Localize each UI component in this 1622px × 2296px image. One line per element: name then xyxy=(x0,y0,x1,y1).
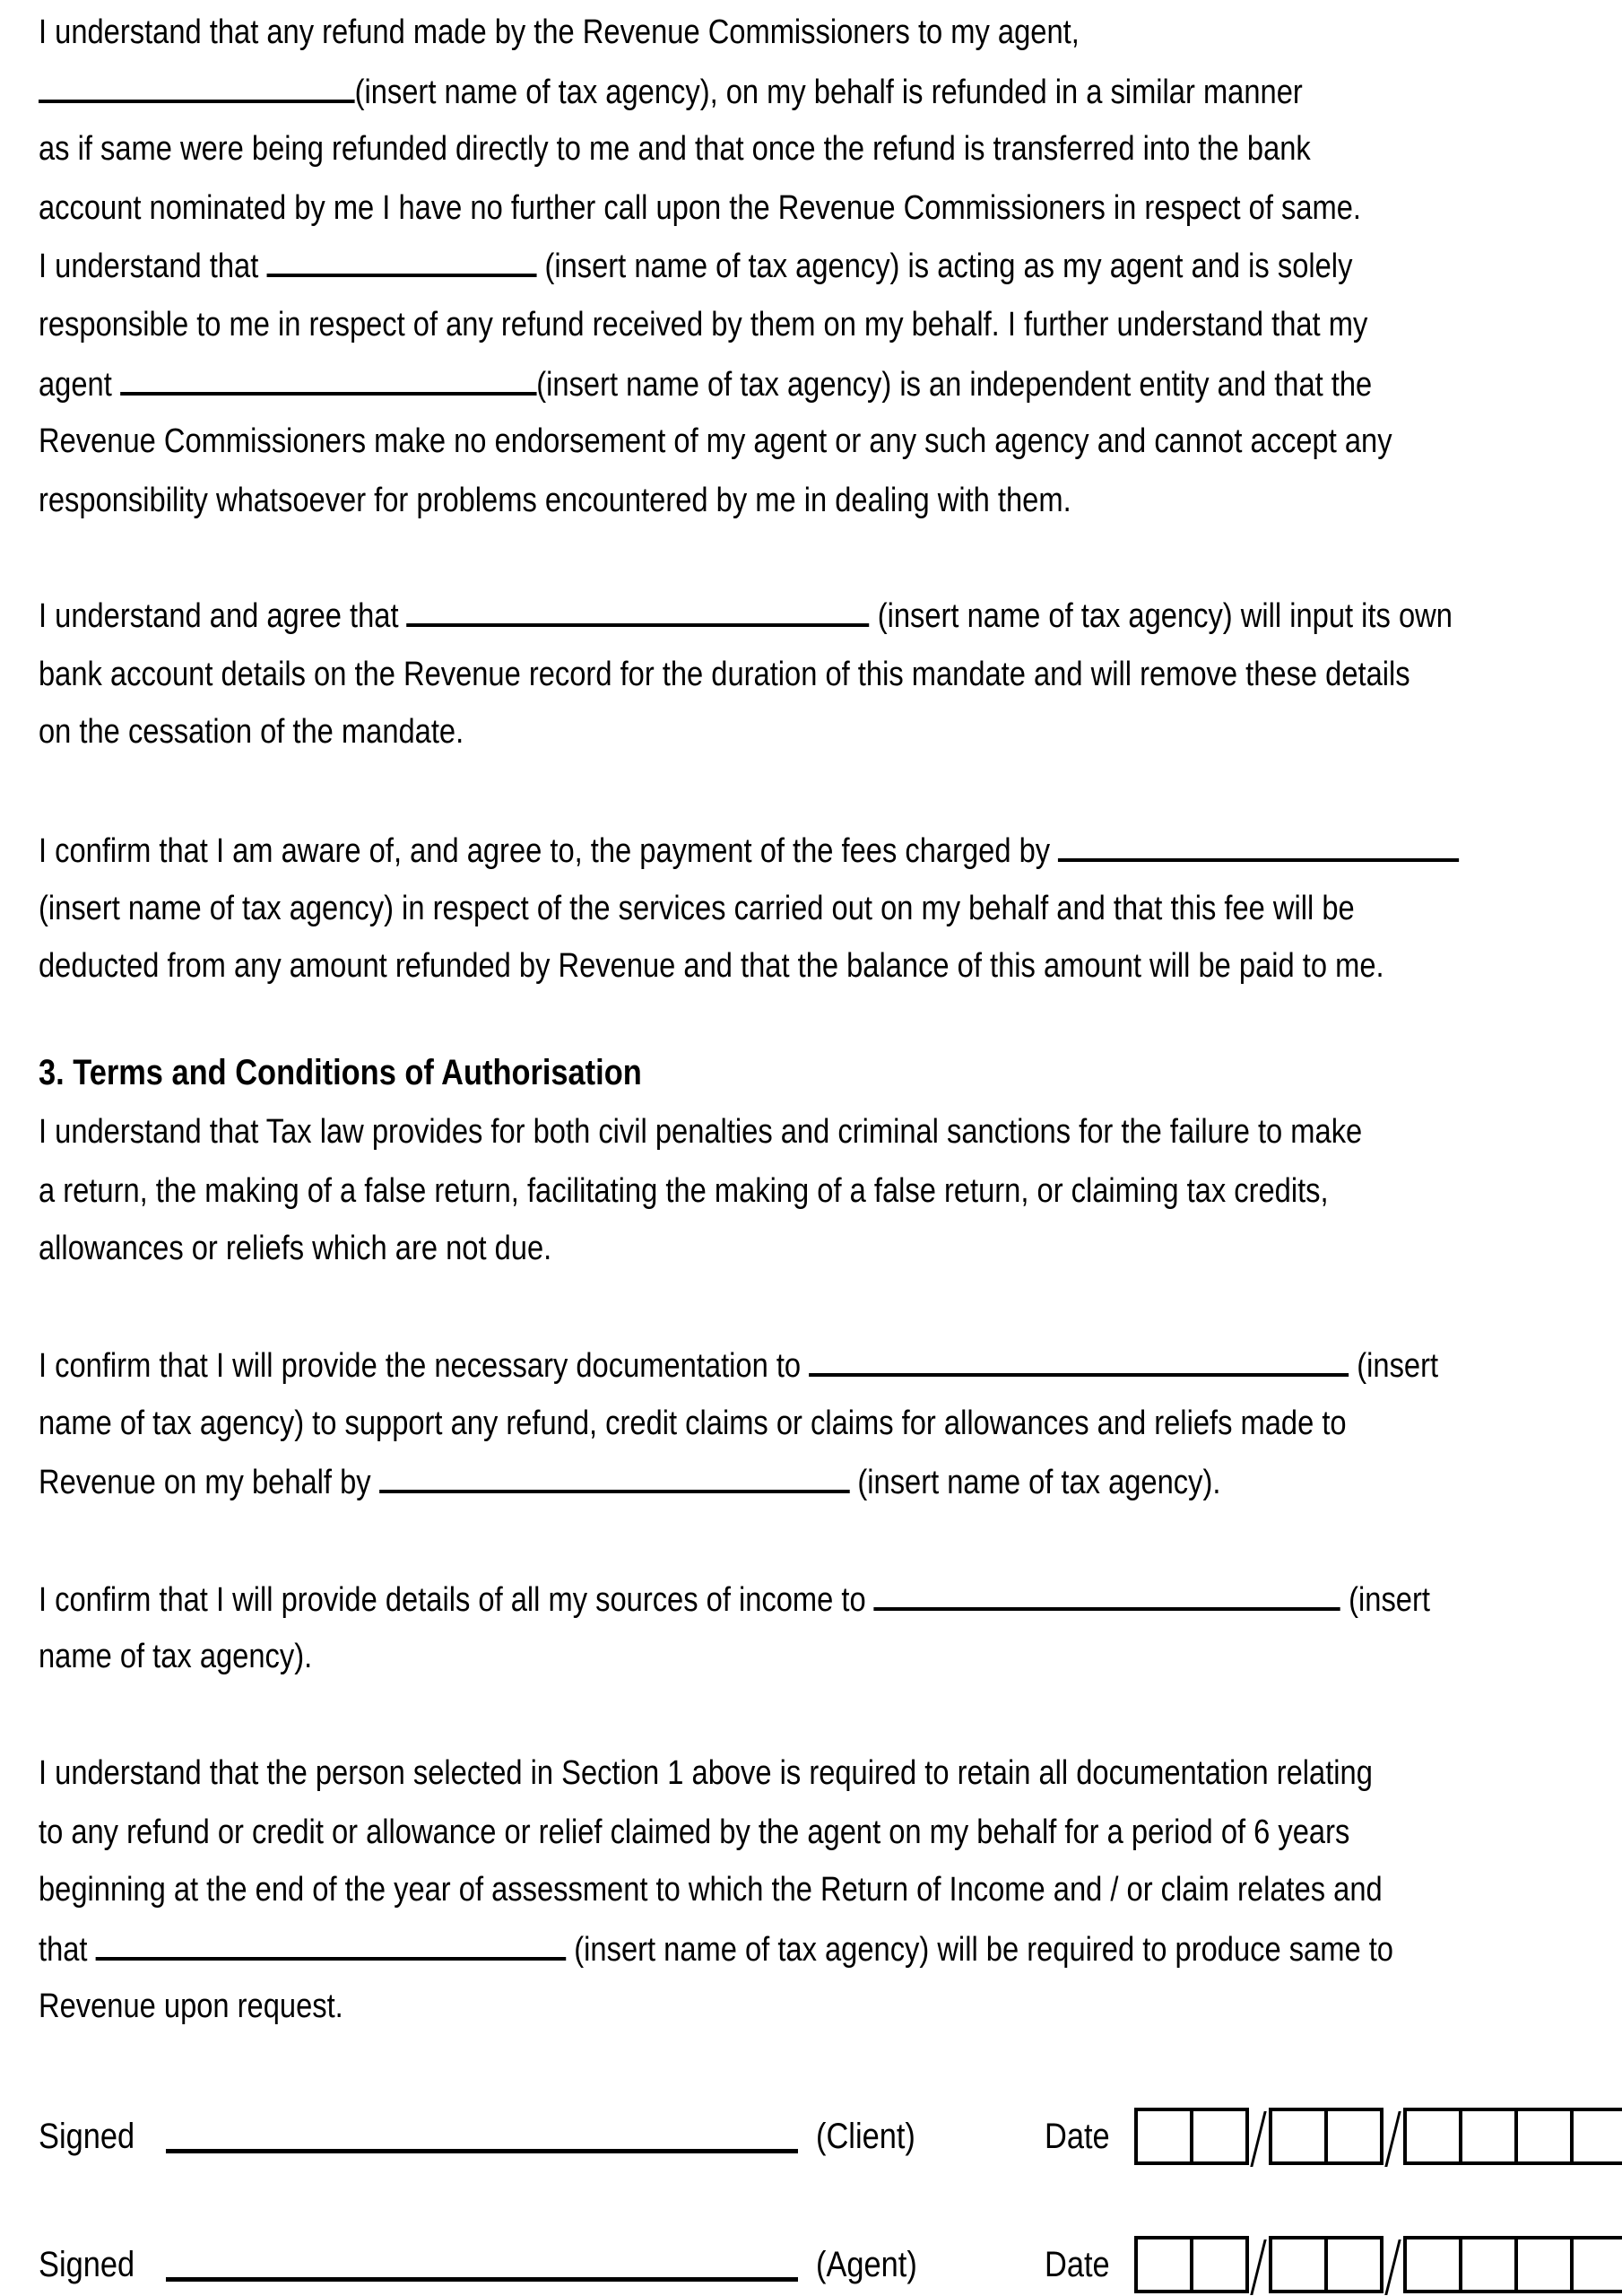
text: bank account details on the Revenue record for the duration of this mandate and will remove these details xyxy=(39,656,1410,693)
day-digit-2[interactable] xyxy=(1193,2108,1249,2165)
text: responsibility whatsoever for problems encountered by me in dealing with them. xyxy=(39,482,1071,519)
day-digit-1[interactable] xyxy=(1134,2108,1193,2165)
s3p2-line2 xyxy=(39,1401,1347,1446)
text: (insert xyxy=(1357,1347,1439,1385)
s3p2-line3 xyxy=(39,1459,1220,1504)
month-digit-2[interactable] xyxy=(1328,2108,1383,2165)
tax-agency-blank-7[interactable] xyxy=(379,1459,850,1493)
para1-line3 xyxy=(39,126,1311,171)
client-date-field[interactable] xyxy=(1134,2108,1622,2163)
tax-agency-blank-8[interactable] xyxy=(874,1577,1340,1611)
text: I understand that Tax law provides for both civil penalties and criminal sanctions for the failure to make xyxy=(39,1113,1363,1151)
text: that xyxy=(39,1931,88,1969)
text: beginning at the end of the year of assessment to which the Return of Income and / or claim relates and xyxy=(39,1871,1383,1909)
tax-agency-blank-4[interactable] xyxy=(407,593,870,627)
s3p4-line2 xyxy=(39,1810,1349,1855)
s3p3-line2 xyxy=(39,1634,312,1679)
para1-line9 xyxy=(39,478,1071,523)
text: 3. Terms and Conditions of Authorisation xyxy=(39,1053,642,1092)
text: a return, the making of a false return, facilitating the making of a false return, or claiming tax credits, xyxy=(39,1172,1329,1210)
text: name of tax agency) to support any refund, credit claims or claims for allowances and reliefs made to xyxy=(39,1405,1347,1442)
day-digit-2[interactable] xyxy=(1193,2236,1249,2293)
tax-agency-blank-9[interactable] xyxy=(96,1926,567,1961)
text: (insert name of tax agency) will input its own xyxy=(877,597,1453,635)
text: agent xyxy=(39,366,112,404)
date-slash xyxy=(1249,2236,1269,2292)
para1-line5 xyxy=(39,243,1352,288)
client-role-label: (Client) xyxy=(816,2117,915,2156)
text: I confirm that I am aware of, and agree to, the payment of the fees charged by xyxy=(39,832,1051,870)
para3-line3 xyxy=(39,944,1384,988)
text: I understand and agree that xyxy=(39,597,399,635)
text: name of tax agency). xyxy=(39,1638,313,1675)
para1-line6 xyxy=(39,302,1367,347)
para1-line2 xyxy=(39,69,1303,114)
s3p1-line1 xyxy=(39,1109,1362,1154)
tax-agency-blank-5[interactable] xyxy=(1058,828,1459,862)
month-digit-2[interactable] xyxy=(1328,2236,1383,2293)
s3p1-line2 xyxy=(39,1169,1329,1213)
client-signature-field[interactable] xyxy=(166,2149,798,2153)
s3p4-line1 xyxy=(39,1751,1373,1796)
year-digit-4[interactable] xyxy=(1574,2108,1622,2165)
year-digit-1[interactable] xyxy=(1403,2108,1462,2165)
text: (insert name of tax agency) will be required to produce same to xyxy=(574,1931,1393,1969)
signed-label: Signed xyxy=(39,2245,135,2284)
year-digit-4[interactable] xyxy=(1574,2236,1622,2293)
para1-line4 xyxy=(39,186,1361,230)
year-digit-1[interactable] xyxy=(1403,2236,1462,2293)
para1-line8 xyxy=(39,419,1392,464)
signed-label: Signed xyxy=(39,2117,135,2156)
year-digit-3[interactable] xyxy=(1518,2108,1574,2165)
s3p4-line5 xyxy=(39,1984,343,2029)
month-digit-1[interactable] xyxy=(1269,2236,1328,2293)
text: (insert name of tax agency) in respect of the services carried out on my behalf and that this fee will be xyxy=(39,890,1355,927)
s3p1-line3 xyxy=(39,1226,551,1271)
para2-line2 xyxy=(39,652,1410,697)
text: Revenue Commissioners make no endorsement of my agent or any such agency and cannot accept any xyxy=(39,422,1392,460)
date-slash xyxy=(1383,2236,1403,2292)
para1-line7 xyxy=(39,361,1372,406)
tax-agency-blank-1[interactable] xyxy=(39,69,355,103)
para2-line3 xyxy=(39,709,464,754)
s3p4-line3 xyxy=(39,1867,1383,1912)
year-digit-3[interactable] xyxy=(1518,2236,1574,2293)
text: I confirm that I will provide details of all my sources of income to xyxy=(39,1581,866,1619)
text: account nominated by me I have no further call upon the Revenue Commissioners in respect of same. xyxy=(39,189,1362,227)
agent-date-field[interactable] xyxy=(1134,2236,1622,2292)
text: I understand that any refund made by the Revenue Commissioners to my agent, xyxy=(39,13,1080,51)
s3p3-line1 xyxy=(39,1577,1430,1622)
year-digit-2[interactable] xyxy=(1462,2108,1518,2165)
tax-agency-blank-6[interactable] xyxy=(809,1343,1349,1377)
text: allowances or reliefs which are not due. xyxy=(39,1230,552,1267)
text: I understand that the person selected in Section 1 above is required to retain all documentation relating xyxy=(39,1754,1373,1792)
text: deducted from any amount refunded by Revenue and that the balance of this amount will be paid to me. xyxy=(39,947,1384,985)
text: responsible to me in respect of any refund received by them on my behalf. I further understand that my xyxy=(39,306,1368,344)
day-digit-1[interactable] xyxy=(1134,2236,1193,2293)
text: I confirm that I will provide the necessary documentation to xyxy=(39,1347,802,1385)
text: (insert name of tax agency) is acting as my agent and is solely xyxy=(544,248,1353,285)
text: on the cessation of the mandate. xyxy=(39,713,464,751)
s3p4-line4 xyxy=(39,1926,1393,1971)
date-slash xyxy=(1383,2108,1403,2163)
date-label: Date xyxy=(1045,2117,1110,2156)
tax-agency-blank-2[interactable] xyxy=(266,243,536,277)
text: I understand that xyxy=(39,248,259,285)
year-digit-2[interactable] xyxy=(1462,2236,1518,2293)
tax-agency-blank-3[interactable] xyxy=(120,361,536,396)
s3p2-line1 xyxy=(39,1343,1438,1387)
text: (insert name of tax agency). xyxy=(857,1464,1221,1501)
date-slash xyxy=(1249,2108,1269,2163)
text: (insert name of tax agency) is an independent entity and that the xyxy=(536,366,1373,404)
text: (insert name of tax agency), on my behalf is refunded in a similar manner xyxy=(354,74,1303,111)
agent-role-label: (Agent) xyxy=(816,2245,917,2284)
text: as if same were being refunded directly to me and that once the refund is transferred into the bank xyxy=(39,130,1311,168)
text: to any refund or credit or allowance or relief claimed by the agent on my behalf for a period of 6 years xyxy=(39,1813,1350,1851)
text: Revenue on my behalf by xyxy=(39,1464,371,1501)
month-digit-1[interactable] xyxy=(1269,2108,1328,2165)
agent-signature-field[interactable] xyxy=(166,2277,798,2282)
date-label: Date xyxy=(1045,2245,1110,2284)
text: (insert xyxy=(1349,1581,1430,1619)
para3-line2 xyxy=(39,886,1355,931)
para2-line1 xyxy=(39,593,1453,638)
para1-line1 xyxy=(39,10,1080,55)
para3-line1 xyxy=(39,828,1459,873)
text: Revenue upon request. xyxy=(39,1987,343,2025)
section-heading xyxy=(39,1050,642,1095)
